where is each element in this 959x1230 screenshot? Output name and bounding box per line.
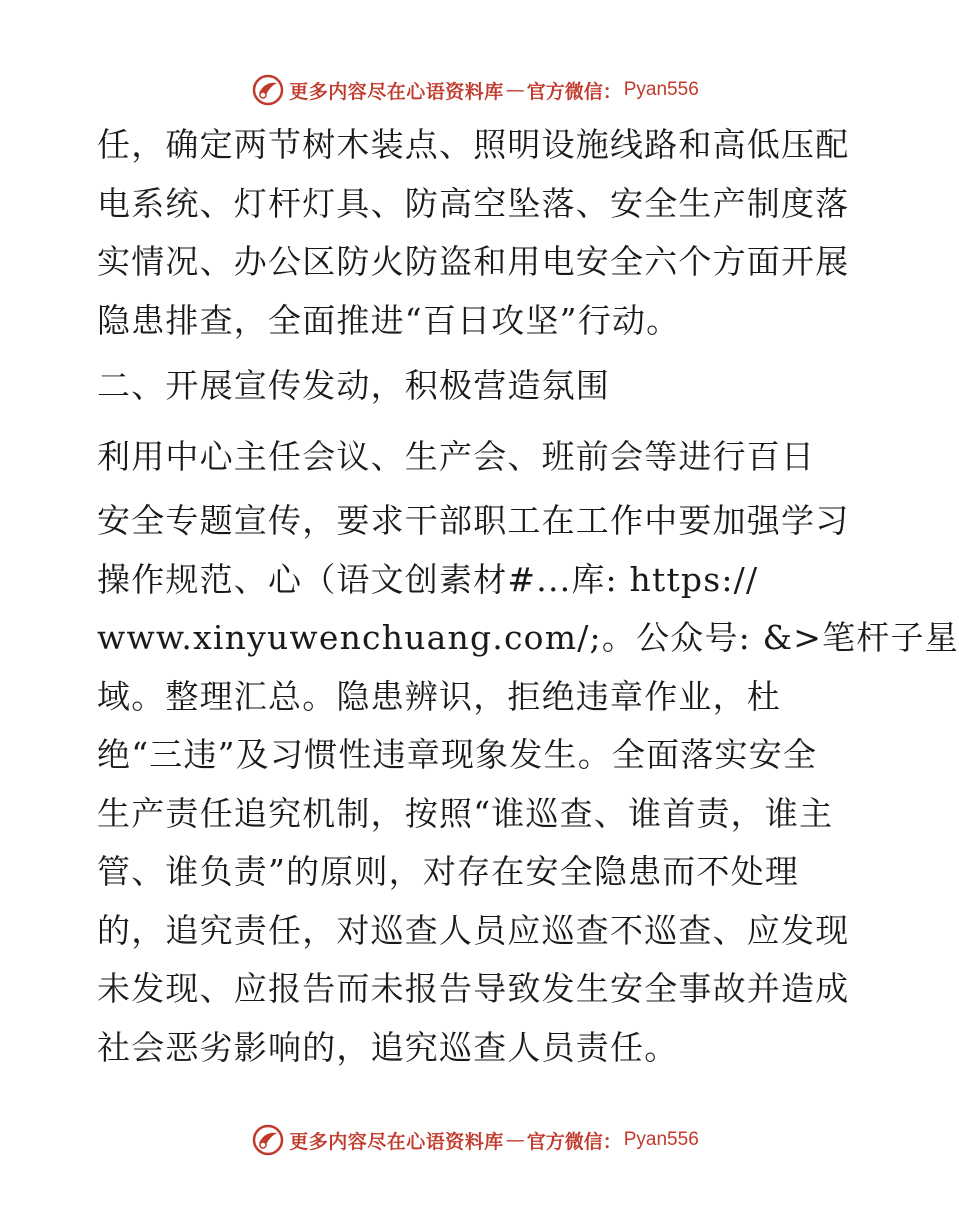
banner-account: Pyan556 [623, 1129, 699, 1150]
text-line: 隐患排查，全面推进“百日攻坚”行动。 [97, 300, 681, 340]
text-line: 社会恶劣影响的，追究巡查人员责任。 [97, 1027, 679, 1067]
banner-text: 更多内容尽在心语资料库 [289, 80, 504, 103]
text-line: 生产责任追究机制，按照“谁巡查、谁首责，谁主 [97, 793, 834, 833]
logo-icon [251, 73, 285, 107]
text-line: 利用中心主任会议、生产会、班前会等进行百日 [97, 437, 816, 476]
text-line: 域。整理汇总。隐患辨识，拒绝违章作业，杜 [97, 676, 781, 716]
banner-separator: — [505, 79, 525, 101]
banner-separator: — [505, 1129, 525, 1151]
banner-account: Pyan556 [623, 79, 699, 100]
banner-label: 官方微信： [526, 1130, 622, 1153]
text-line: 安全专题宣传，要求干部职工在工作中要加强学习 [97, 501, 850, 540]
banner-text: 更多内容尽在心语资料库 [289, 1130, 504, 1153]
text-line: 操作规范、心（语文创素材#...库: https:// [97, 559, 759, 599]
logo-icon [251, 1123, 285, 1157]
text-line: 任，确定两节树木装点、照明设施线路和高低压配 [97, 125, 850, 164]
document-body [97, 116, 959, 1077]
text-line: 电系统、灯杆灯具、防高空坠落、安全生产制度落 [97, 183, 850, 223]
banner-label: 官方微信： [526, 80, 622, 103]
footer-banner [0, 1120, 950, 1160]
section-heading: 二、开展宣传发动，积极营造氛围 [97, 366, 610, 405]
text-line: 管、谁负责”的原则，对存在安全隐患而不处理 [97, 852, 800, 891]
text-line: 未发现、应报告而未报告导致发生安全事故并造成 [97, 969, 850, 1008]
header-banner [0, 70, 950, 110]
text-line: 实情况、办公区防火防盗和用电安全六个方面开展 [97, 242, 850, 281]
text-line: 的，追究责任，对巡查人员应巡查不巡查、应发现 [97, 910, 850, 950]
text-line: www.xinyuwenchuang.com/;。公众号: &>笔杆子星 [97, 618, 959, 657]
text-line: 绝“三违”及习惯性违章现象发生。全面落实安全 [97, 735, 818, 774]
